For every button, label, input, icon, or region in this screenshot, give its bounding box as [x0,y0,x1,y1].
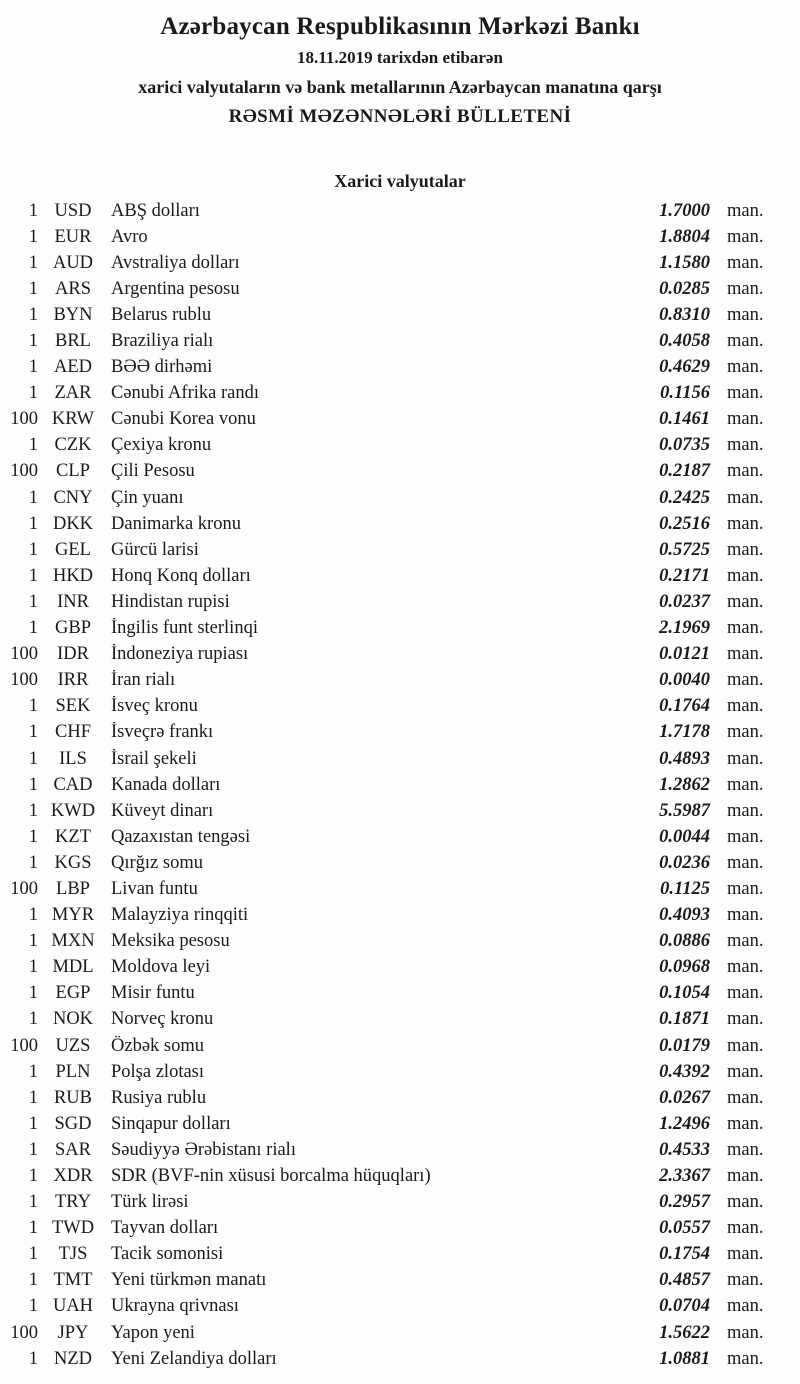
nominal-cell: 1 [28,957,38,978]
currency-name-cell: Cənubi Afrika randı [111,383,259,404]
rate-value-cell: 1.1580 [659,252,710,273]
nominal-cell: 100 [10,644,38,665]
currency-code-cell: HKD [52,565,94,586]
nominal-cell: 1 [28,800,38,821]
nominal-cell: 1 [28,696,38,717]
rate-value-cell: 0.1754 [659,1244,710,1265]
rate-row [0,459,800,485]
rate-value-cell: 0.0735 [659,435,710,456]
currency-code-cell: PLN [55,1061,91,1082]
bulletin-title-line: RƏSMİ MƏZƏNNƏLƏRİ BÜLLETENİ [228,106,572,127]
unit-cell: man. [727,226,764,247]
rate-value-cell: 0.1156 [660,383,710,404]
rate-value-cell: 0.0040 [659,670,710,691]
nominal-cell: 1 [28,983,38,1004]
nominal-cell: 1 [28,1009,38,1030]
rate-row [0,511,800,537]
rate-value-cell: 0.1871 [659,1009,710,1030]
currency-code-cell: EUR [54,226,92,247]
currency-code-cell: KGS [54,852,92,873]
currency-name-cell: Danimarka kronu [111,513,241,534]
rate-value-cell: 0.2171 [659,565,710,586]
nominal-cell: 1 [28,1218,38,1239]
unit-cell: man. [727,461,764,482]
currency-code-cell: TWD [51,1218,95,1239]
currency-code-cell: BRL [55,331,91,352]
currency-code-cell: NOK [52,1009,94,1030]
currency-name-cell: İngilis funt sterlinqi [111,618,258,639]
rate-row [0,1085,800,1111]
rate-value-cell: 2.3367 [659,1166,710,1187]
currency-name-cell: Norveç kronu [111,1009,214,1030]
currency-code-cell: ZAR [54,383,92,404]
nominal-cell: 1 [28,1348,38,1369]
nominal-cell: 100 [10,1322,38,1343]
currency-name-cell: Qazaxıstan tengəsi [111,826,251,847]
subject-line: xarici valyutaların və bank metallarının Azərbaycan manatına qarşı [138,77,662,97]
rate-row [0,1190,800,1216]
rate-row [0,746,800,772]
currency-name-cell: Belarus rublu [111,304,212,325]
rate-row [0,981,800,1007]
currency-name-cell: Çexiya kronu [111,435,212,456]
rate-value-cell: 1.0881 [659,1348,710,1369]
currency-code-cell: SEK [55,696,91,717]
rate-row [0,772,800,798]
rate-row [0,616,800,642]
currency-code-cell: MYR [51,905,95,926]
currency-name-cell: Çili Pesosu [111,461,195,482]
currency-name-cell: Avro [111,226,148,247]
rate-row [0,642,800,668]
rate-value-cell: 1.7178 [659,722,710,743]
nominal-cell: 1 [28,1061,38,1082]
unit-cell: man. [727,1061,764,1082]
nominal-cell: 1 [28,722,38,743]
currency-code-cell: IRR [57,670,89,691]
currency-code-cell: DKK [52,513,94,534]
rate-row [0,302,800,328]
currency-name-cell: Yeni türkmən manatı [111,1270,267,1291]
currency-name-cell: Argentina pesosu [111,278,240,299]
rates-table [0,198,800,1372]
rate-row [0,250,800,276]
rate-value-cell: 0.0236 [659,852,710,873]
currency-code-cell: CZK [54,435,92,456]
rate-value-cell: 0.4857 [659,1270,710,1291]
rate-value-cell: 0.0044 [659,826,710,847]
nominal-cell: 1 [28,1087,38,1108]
rate-value-cell: 0.2187 [659,461,710,482]
currency-name-cell: SDR (BVF-nin xüsusi borcalma hüquqları) [111,1166,431,1187]
currency-name-cell: Yapon yeni [111,1322,195,1343]
nominal-cell: 1 [28,905,38,926]
unit-cell: man. [727,1348,764,1369]
currency-name-cell: BƏƏ dirhəmi [111,357,213,378]
currency-name-cell: Meksika pesosu [111,931,230,952]
unit-cell: man. [727,774,764,795]
unit-cell: man. [727,591,764,612]
currency-name-cell: İsrail şekeli [111,748,197,769]
currency-name-cell: Küveyt dinarı [111,800,214,821]
rate-row [0,1320,800,1346]
rate-value-cell: 0.0704 [659,1296,710,1317]
rate-row [0,328,800,354]
unit-cell: man. [727,878,764,899]
rate-row [0,1346,800,1372]
unit-cell: man. [727,852,764,873]
nominal-cell: 1 [28,513,38,534]
unit-cell: man. [727,1296,764,1317]
rate-row [0,563,800,589]
nominal-cell: 1 [28,1244,38,1265]
nominal-cell: 1 [28,200,38,221]
currency-code-cell: LBP [56,878,90,899]
currency-code-cell: MXN [51,931,95,952]
rate-value-cell: 0.0886 [659,931,710,952]
unit-cell: man. [727,1009,764,1030]
nominal-cell: 1 [28,1296,38,1317]
currency-name-cell: Livan funtu [111,878,198,899]
unit-cell: man. [727,826,764,847]
rate-value-cell: 0.4893 [659,748,710,769]
unit-cell: man. [727,278,764,299]
currency-name-cell: Yeni Zelandiya dolları [111,1348,277,1369]
currency-code-cell: RUB [53,1087,93,1108]
rate-row [0,537,800,563]
currency-code-cell: KWD [50,800,96,821]
nominal-cell: 100 [10,409,38,430]
currency-name-cell: İran rialı [111,670,176,691]
unit-cell: man. [727,1192,764,1213]
currency-code-cell: CHF [55,722,91,743]
currency-name-cell: Hindistan rupisi [111,591,230,612]
nominal-cell: 1 [28,226,38,247]
rate-value-cell: 0.4533 [659,1139,710,1160]
currency-code-cell: EGP [55,983,91,1004]
nominal-cell: 1 [28,304,38,325]
nominal-cell: 100 [10,1035,38,1056]
rate-row [0,798,800,824]
rate-value-cell: 1.5622 [659,1322,710,1343]
nominal-cell: 100 [10,878,38,899]
currency-name-cell: Qırğız somu [111,852,203,873]
rate-value-cell: 0.4058 [659,331,710,352]
rate-row [0,1059,800,1085]
nominal-cell: 1 [28,852,38,873]
rate-row [0,355,800,381]
nominal-cell: 1 [28,1113,38,1134]
rate-row [0,824,800,850]
currency-name-cell: Tayvan dolları [111,1218,219,1239]
currency-code-cell: AUD [52,252,94,273]
currency-code-cell: JPY [57,1322,89,1343]
nominal-cell: 100 [10,461,38,482]
currency-name-cell: Moldova leyi [111,957,211,978]
currency-code-cell: SAR [55,1139,91,1160]
currency-code-cell: TRY [55,1192,91,1213]
currency-name-cell: Gürcü larisi [111,539,199,560]
nominal-cell: 1 [28,1166,38,1187]
unit-cell: man. [727,1139,764,1160]
rate-row [0,589,800,615]
nominal-cell: 1 [28,331,38,352]
rate-value-cell: 1.7000 [659,200,710,221]
unit-cell: man. [727,539,764,560]
rate-row [0,1111,800,1137]
rate-value-cell: 1.2862 [659,774,710,795]
rate-value-cell: 0.0267 [659,1087,710,1108]
unit-cell: man. [727,1244,764,1265]
bank-title: Azərbaycan Respublikasının Mərkəzi Bankı [160,13,640,40]
currency-code-cell: UZS [55,1035,91,1056]
rate-value-cell: 0.0968 [659,957,710,978]
currency-name-cell: Sinqapur dolları [111,1113,231,1134]
currency-code-cell: CAD [53,774,93,795]
rate-row [0,433,800,459]
rate-value-cell: 0.0121 [659,644,710,665]
unit-cell: man. [727,722,764,743]
currency-code-cell: GBP [55,618,91,639]
rate-row [0,1294,800,1320]
rate-value-cell: 0.4093 [659,905,710,926]
nominal-cell: 1 [28,618,38,639]
unit-cell: man. [727,931,764,952]
rate-value-cell: 0.1461 [659,409,710,430]
rate-row [0,694,800,720]
nominal-cell: 1 [28,931,38,952]
rate-row [0,1242,800,1268]
rate-value-cell: 5.5987 [659,800,710,821]
rate-row [0,407,800,433]
rate-value-cell: 0.2957 [659,1192,710,1213]
currency-code-cell: TMT [53,1270,93,1291]
currency-name-cell: Türk lirəsi [111,1192,189,1213]
unit-cell: man. [727,357,764,378]
currency-code-cell: MDL [52,957,94,978]
currency-code-cell: AED [53,357,93,378]
rate-row [0,485,800,511]
unit-cell: man. [727,644,764,665]
rate-row [0,198,800,224]
nominal-cell: 1 [28,539,38,560]
currency-code-cell: INR [57,591,89,612]
currency-code-cell: ARS [55,278,91,299]
rate-row [0,1137,800,1163]
unit-cell: man. [727,383,764,404]
rate-value-cell: 1.8804 [659,226,710,247]
nominal-cell: 1 [28,278,38,299]
nominal-cell: 1 [28,565,38,586]
currency-name-cell: Kanada dolları [111,774,221,795]
nominal-cell: 1 [28,357,38,378]
rate-value-cell: 0.0557 [659,1218,710,1239]
currency-code-cell: KZT [55,826,91,847]
nominal-cell: 1 [28,591,38,612]
currency-name-cell: Malayziya rinqqiti [111,905,249,926]
rate-value-cell: 0.0237 [659,591,710,612]
currency-name-cell: Polşa zlotası [111,1061,205,1082]
currency-name-cell: İsveç kronu [111,696,198,717]
currency-name-cell: İndoneziya rupiası [111,644,249,665]
rate-row [0,224,800,250]
nominal-cell: 1 [28,1270,38,1291]
rate-row [0,381,800,407]
nominal-cell: 1 [28,435,38,456]
rate-value-cell: 0.5725 [659,539,710,560]
unit-cell: man. [727,800,764,821]
rate-value-cell: 0.4629 [659,357,710,378]
unit-cell: man. [727,1166,764,1187]
unit-cell: man. [727,252,764,273]
currency-code-cell: CNY [53,487,93,508]
rate-row [0,1268,800,1294]
bulletin-header [0,0,800,132]
rate-row [0,720,800,746]
rate-row [0,876,800,902]
rate-value-cell: 0.0285 [659,278,710,299]
currency-code-cell: KRW [51,409,95,430]
effective-date-line: 18.11.2019 tarixdən etibarən [297,48,503,67]
unit-cell: man. [727,670,764,691]
unit-cell: man. [727,957,764,978]
nominal-cell: 1 [28,1192,38,1213]
unit-cell: man. [727,487,764,508]
currency-code-cell: SGD [54,1113,92,1134]
section-title-foreign-currencies: Xarici valyutalar [334,171,466,191]
rate-row [0,1007,800,1033]
nominal-cell: 1 [28,1139,38,1160]
nominal-cell: 1 [28,252,38,273]
currency-name-cell: Avstraliya dolları [111,252,240,273]
currency-code-cell: TJS [58,1244,88,1265]
unit-cell: man. [727,331,764,352]
currency-code-cell: ILS [59,748,87,769]
unit-cell: man. [727,983,764,1004]
nominal-cell: 1 [28,774,38,795]
currency-name-cell: Braziliya rialı [111,331,214,352]
currency-code-cell: IDR [57,644,89,665]
nominal-cell: 1 [28,383,38,404]
rate-row [0,903,800,929]
currency-code-cell: XDR [53,1166,93,1187]
unit-cell: man. [727,1035,764,1056]
rate-value-cell: 0.1054 [659,983,710,1004]
rate-value-cell: 0.8310 [659,304,710,325]
nominal-cell: 1 [28,487,38,508]
rate-row [0,276,800,302]
currency-name-cell: Misir funtu [111,983,195,1004]
nominal-cell: 100 [10,670,38,691]
rate-value-cell: 0.2516 [659,513,710,534]
nominal-cell: 1 [28,748,38,769]
currency-code-cell: UAH [52,1296,94,1317]
currency-name-cell: Özbək somu [111,1035,204,1056]
unit-cell: man. [727,1218,764,1239]
currency-code-cell: GEL [55,539,91,560]
currency-name-cell: Honq Konq dolları [111,565,251,586]
rate-value-cell: 1.2496 [659,1113,710,1134]
rate-row [0,929,800,955]
nominal-cell: 1 [28,826,38,847]
currency-name-cell: Çin yuanı [111,487,184,508]
rate-value-cell: 0.2425 [659,487,710,508]
rate-row [0,955,800,981]
unit-cell: man. [727,748,764,769]
currency-name-cell: Rusiya rublu [111,1087,207,1108]
rate-value-cell: 0.1764 [659,696,710,717]
rate-row [0,1033,800,1059]
unit-cell: man. [727,905,764,926]
unit-cell: man. [727,1322,764,1343]
currency-name-cell: İsveçrə frankı [111,722,214,743]
rate-value-cell: 0.1125 [660,878,710,899]
currency-name-cell: Ukrayna qrivnası [111,1296,239,1317]
unit-cell: man. [727,1087,764,1108]
unit-cell: man. [727,513,764,534]
rate-value-cell: 0.0179 [659,1035,710,1056]
rate-value-cell: 0.4392 [659,1061,710,1082]
unit-cell: man. [727,304,764,325]
unit-cell: man. [727,618,764,639]
currency-name-cell: Tacik somonisi [111,1244,224,1265]
unit-cell: man. [727,696,764,717]
rate-row [0,1216,800,1242]
currency-name-cell: Cənubi Korea vonu [111,409,256,430]
currency-name-cell: Səudiyyə Ərəbistanı rialı [111,1139,296,1160]
rate-row [0,668,800,694]
unit-cell: man. [727,409,764,430]
unit-cell: man. [727,435,764,456]
currency-code-cell: NZD [53,1348,93,1369]
unit-cell: man. [727,565,764,586]
currency-code-cell: USD [54,200,92,221]
rate-row [0,1163,800,1189]
rate-row [0,850,800,876]
unit-cell: man. [727,1270,764,1291]
currency-name-cell: ABŞ dolları [111,200,200,221]
currency-code-cell: BYN [53,304,93,325]
currency-code-cell: CLP [56,461,90,482]
unit-cell: man. [727,200,764,221]
unit-cell: man. [727,1113,764,1134]
rate-value-cell: 2.1969 [659,618,710,639]
